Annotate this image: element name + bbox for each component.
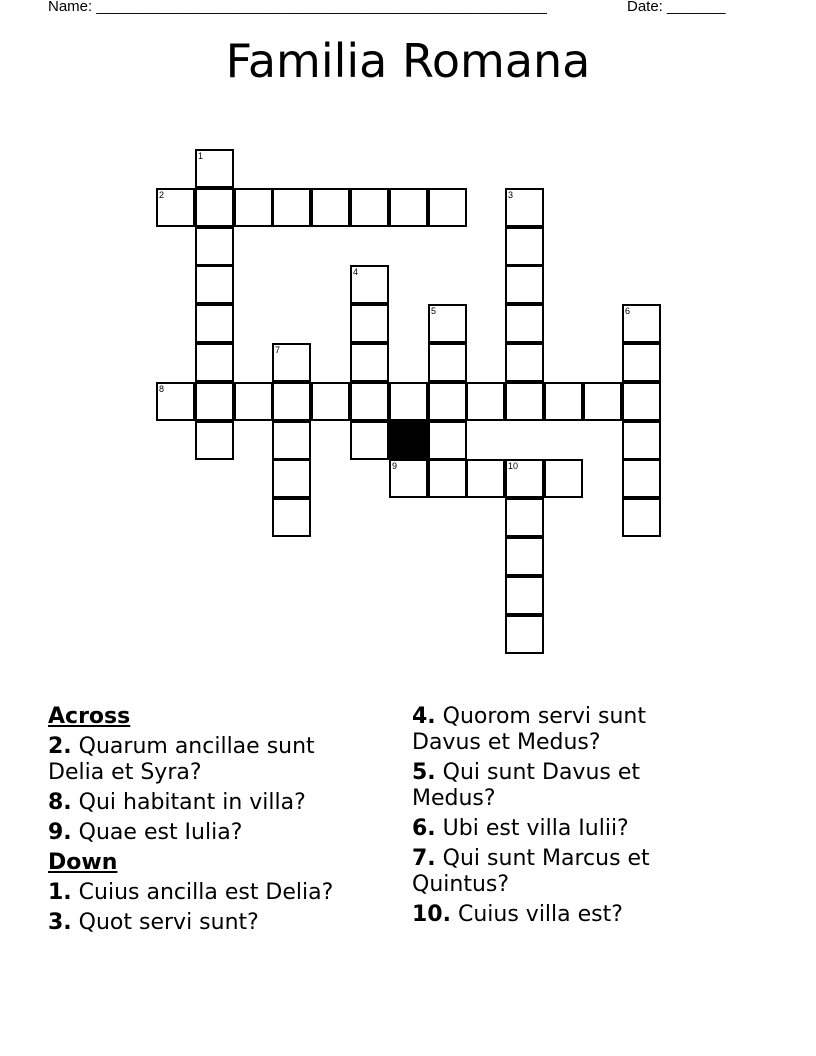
grid-cell[interactable] bbox=[195, 149, 234, 188]
grid-cell[interactable] bbox=[311, 382, 350, 421]
grid-cell[interactable] bbox=[622, 304, 661, 343]
grid-cell[interactable] bbox=[505, 188, 544, 227]
clue-number: 10. bbox=[412, 902, 451, 927]
clue-down-10 bbox=[412, 902, 712, 928]
grid-cell[interactable] bbox=[350, 265, 389, 304]
clue-number: 9. bbox=[48, 820, 72, 845]
grid-cell[interactable] bbox=[195, 265, 234, 304]
down-heading: Down bbox=[48, 850, 118, 875]
grid-cell[interactable] bbox=[428, 188, 467, 227]
grid-cell[interactable] bbox=[428, 304, 467, 343]
clue-text: Cuius villa est? bbox=[457, 902, 623, 927]
clue-number: 1. bbox=[48, 880, 72, 905]
grid-cell[interactable] bbox=[466, 382, 505, 421]
clue-down-6 bbox=[412, 816, 712, 842]
grid-cell[interactable] bbox=[583, 382, 622, 421]
grid-cell[interactable] bbox=[505, 343, 544, 382]
grid-cell[interactable] bbox=[544, 459, 583, 498]
clue-down-1 bbox=[48, 880, 368, 906]
grid-cell[interactable] bbox=[156, 382, 195, 421]
clue-across-8 bbox=[48, 790, 368, 816]
date-field-label: Date: _______ bbox=[627, 0, 726, 15]
grid-cell[interactable] bbox=[350, 421, 389, 460]
grid-cell[interactable] bbox=[505, 304, 544, 343]
clue-number: 6. bbox=[412, 816, 436, 841]
clue-text: Qui sunt Davus et Medus? bbox=[412, 760, 641, 811]
grid-cell[interactable] bbox=[622, 382, 661, 421]
grid-cell[interactable] bbox=[622, 343, 661, 382]
grid-cell[interactable] bbox=[544, 382, 583, 421]
grid-cell[interactable] bbox=[505, 227, 544, 266]
clue-text: Quorom servi sunt Davus et Medus? bbox=[412, 704, 646, 755]
grid-cell[interactable] bbox=[505, 615, 544, 654]
grid-cell[interactable] bbox=[350, 343, 389, 382]
clue-text: Quae est Iulia? bbox=[78, 820, 243, 845]
clue-number: 7. bbox=[412, 846, 436, 871]
grid-cell[interactable] bbox=[428, 421, 467, 460]
clue-number-label: 4 bbox=[353, 267, 359, 277]
clue-number: 4. bbox=[412, 704, 436, 729]
grid-cell[interactable] bbox=[272, 343, 311, 382]
clue-number-label: 5 bbox=[431, 306, 437, 316]
grid-cell[interactable] bbox=[195, 188, 234, 227]
clue-number: 3. bbox=[48, 910, 72, 935]
grid-cell[interactable] bbox=[622, 459, 661, 498]
clue-number-label: 6 bbox=[625, 306, 631, 316]
clue-text: Qui sunt Marcus et Quintus? bbox=[412, 846, 650, 897]
clue-text: Ubi est villa Iulii? bbox=[442, 816, 629, 841]
clue-text: Qui habitant in villa? bbox=[78, 790, 306, 815]
clue-number-label: 10 bbox=[508, 461, 519, 471]
grid-cell[interactable] bbox=[195, 304, 234, 343]
grid-cell[interactable] bbox=[505, 459, 544, 498]
clue-down-5 bbox=[412, 760, 712, 812]
grid-cell[interactable] bbox=[622, 421, 661, 460]
clue-text: Quot servi sunt? bbox=[78, 910, 259, 935]
clue-number-label: 8 bbox=[159, 384, 165, 394]
clue-number-label: 1 bbox=[198, 151, 204, 161]
clue-number-label: 9 bbox=[392, 461, 398, 471]
grid-cell[interactable] bbox=[428, 382, 467, 421]
grid-cell[interactable] bbox=[234, 382, 273, 421]
grid-cell[interactable] bbox=[272, 382, 311, 421]
grid-cell[interactable] bbox=[389, 459, 428, 498]
grid-cell[interactable] bbox=[350, 188, 389, 227]
grid-cell[interactable] bbox=[195, 421, 234, 460]
grid-cell[interactable] bbox=[350, 382, 389, 421]
grid-cell[interactable] bbox=[195, 227, 234, 266]
clue-down-7 bbox=[412, 846, 712, 898]
grid-cell[interactable] bbox=[272, 498, 311, 537]
grid-cell[interactable] bbox=[311, 188, 350, 227]
across-heading: Across bbox=[48, 704, 131, 729]
clue-down-3 bbox=[48, 910, 368, 936]
clues-right-column bbox=[412, 704, 712, 932]
grid-cell[interactable] bbox=[156, 188, 195, 227]
grid-cell[interactable] bbox=[272, 421, 311, 460]
clue-text: Quarum ancillae sunt Delia et Syra? bbox=[48, 734, 315, 785]
grid-cell[interactable] bbox=[272, 188, 311, 227]
clue-text: Cuius ancilla est Delia? bbox=[78, 880, 334, 905]
clue-number: 5. bbox=[412, 760, 436, 785]
clue-number-label: 3 bbox=[508, 190, 514, 200]
clue-number: 8. bbox=[48, 790, 72, 815]
grid-cell[interactable] bbox=[428, 343, 467, 382]
grid-block-cell bbox=[389, 421, 428, 460]
grid-cell[interactable] bbox=[505, 382, 544, 421]
grid-cell[interactable] bbox=[505, 576, 544, 615]
grid-cell[interactable] bbox=[466, 459, 505, 498]
grid-cell[interactable] bbox=[234, 188, 273, 227]
grid-cell[interactable] bbox=[389, 188, 428, 227]
grid-cell[interactable] bbox=[195, 382, 234, 421]
grid-cell[interactable] bbox=[505, 537, 544, 576]
clue-down-4 bbox=[412, 704, 712, 756]
grid-cell[interactable] bbox=[389, 382, 428, 421]
grid-cell[interactable] bbox=[505, 498, 544, 537]
grid-cell[interactable] bbox=[350, 304, 389, 343]
grid-cell[interactable] bbox=[505, 265, 544, 304]
clues-left-column bbox=[48, 704, 368, 940]
clue-across-9 bbox=[48, 820, 368, 846]
clue-number-label: 2 bbox=[159, 190, 165, 200]
grid-cell[interactable] bbox=[622, 498, 661, 537]
grid-cell[interactable] bbox=[428, 459, 467, 498]
clue-across-2 bbox=[48, 734, 368, 786]
grid-cell[interactable] bbox=[195, 343, 234, 382]
grid-cell[interactable] bbox=[272, 459, 311, 498]
clue-number: 2. bbox=[48, 734, 72, 759]
page-title: Familia Romana bbox=[225, 34, 591, 88]
clue-number-label: 7 bbox=[275, 345, 281, 355]
name-field-label: Name: ______________________________________________________ bbox=[48, 0, 547, 15]
